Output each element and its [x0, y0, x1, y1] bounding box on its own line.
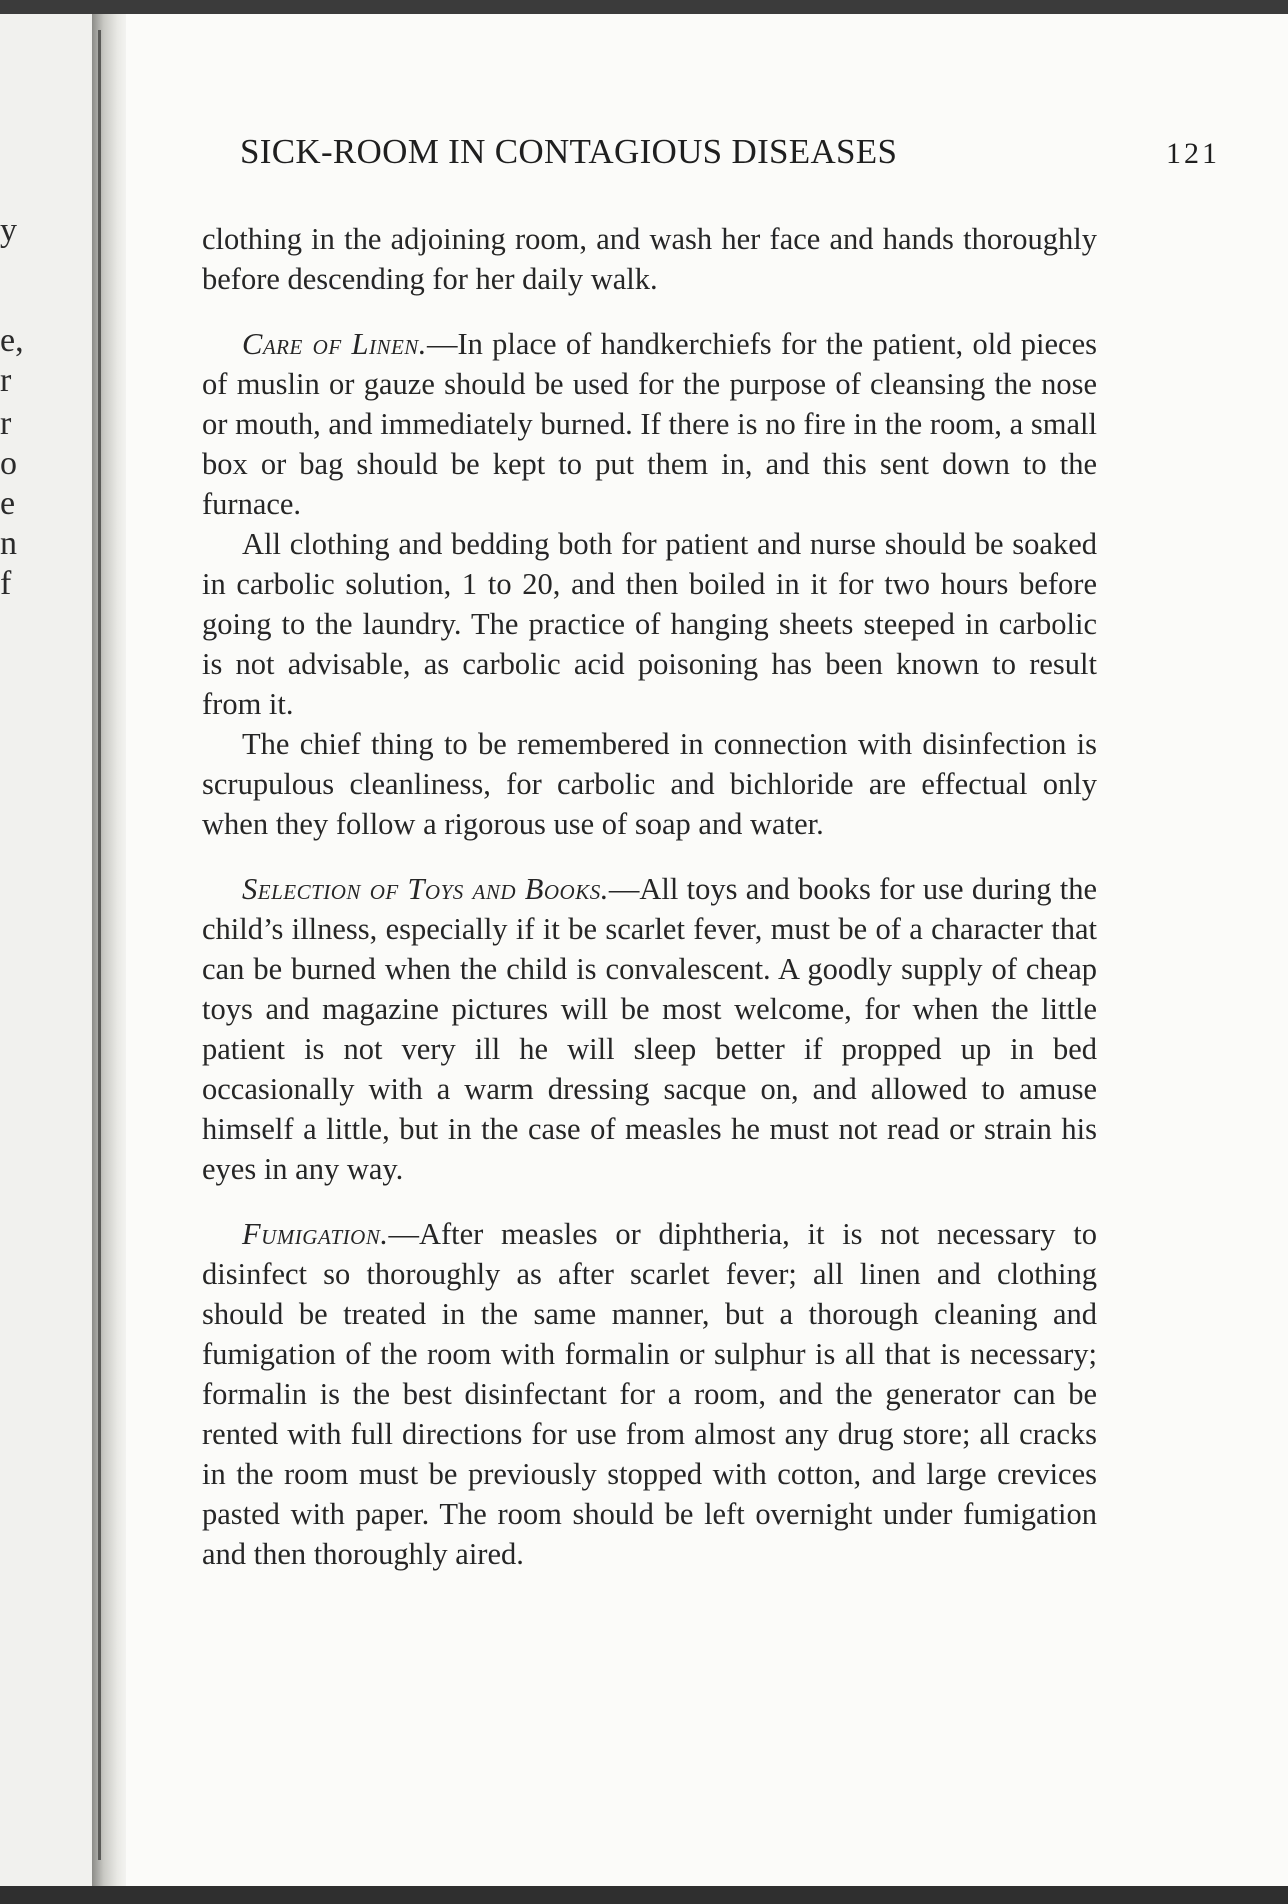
book-page [126, 14, 1288, 1886]
paragraph-clothing-bedding: All clothing and bedding both for patient and nurse should be soaked in carbolic solution, 1 to 20, and then boiled in it for two hours before going to the laundry. The practice of hanging sheets steeped in carbolic is not advisable, as carbolic acid poisoning has been known to result from it. [202, 527, 1097, 721]
page-number: 121 [1166, 137, 1220, 170]
paragraph-fumigation [202, 1214, 1097, 1574]
paragraph-continuation: clothing in the adjoining room, and wash her face and hands thoroughly before descending for her daily walk. [202, 222, 1097, 296]
facing-page-glyph: r [0, 362, 12, 399]
gutter-shadow-line [98, 30, 101, 1860]
paragraph-text: —In place of handkerchiefs for the patient, old pieces of muslin or gauze should be used for the purpose of cleansing the nose or mouth, and immediately burned. If there is no fire in the room, a small box or bag should be kept to put them in, and this sent down to the furnace. [202, 327, 1097, 521]
facing-page-glyph: e [0, 485, 16, 522]
facing-page-fragment [0, 14, 95, 1886]
section-heading-care-of-linen: Care of Linen. [242, 327, 427, 361]
body-text [202, 219, 1097, 1574]
facing-page-glyph: n [0, 525, 17, 562]
running-head-title: SICK-ROOM IN CONTAGIOUS DISEASES [240, 132, 898, 171]
paragraph-text: —All toys and books for use during the child’s illness, especially if it be scarlet fever, must be of a character that can be burned when the child is convalescent. A goodly supply of cheap toys and magazine pictures will be most welcome, for when the little patient is not very ill he will sleep better if propped up in bed occasionally with a warm dressing sacque on, and allowed to amuse himself a little, but in the case of measles he must not read or strain his eyes in any way. [202, 872, 1097, 1186]
paragraph-text: —After measles or diphtheria, it is not necessary to disinfect so thoroughly as after scarlet fever; all linen and clothing should be treated in the same manner, but a thorough cleaning and fumigation of the room with formalin or sulphur is all that is necessary; formalin is the best disinfectant for a room, and the generator can be rented with full directions for use from almost any drug store; all cracks in the room must be previously stopped with cotton, and large crevices pasted with paper. The room should be left overnight under fumigation and then thoroughly aired. [202, 1217, 1097, 1571]
facing-page-glyph: f [0, 565, 12, 602]
paragraph-care-of-linen [202, 324, 1097, 524]
section-heading-toys-books: Selection of Toys and Books. [242, 872, 609, 906]
facing-page-glyph: r [0, 405, 12, 442]
paragraph-toys-books [202, 869, 1097, 1189]
scan-bottom-edge [0, 1886, 1288, 1904]
facing-page-glyph: o [0, 445, 17, 482]
facing-page-glyph: e, [0, 322, 24, 359]
running-head [240, 132, 1220, 178]
paragraph-disinfection: The chief thing to be remembered in connection with disinfection is scrupulous cleanliness, for carbolic and bichloride are effectual only when they follow a rigorous use of soap and water. [202, 727, 1097, 841]
section-heading-fumigation: Fumigation. [242, 1217, 389, 1251]
facing-page-glyph: y [0, 212, 17, 249]
